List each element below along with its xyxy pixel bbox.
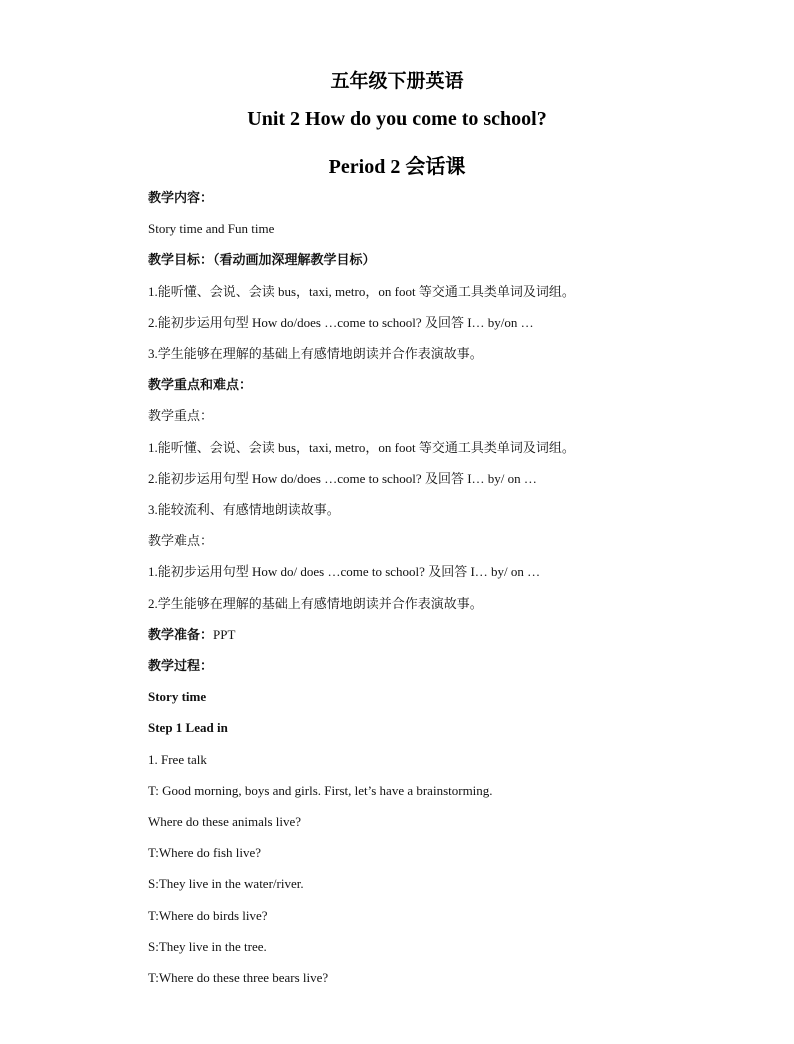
dialogue-line: Where do these animals live?	[148, 814, 302, 829]
story-time-heading: Story time	[148, 689, 207, 704]
dialogue-line: T:Where do these three bears live?	[148, 970, 329, 985]
dialogue-line: S:They live in the tree.	[148, 939, 267, 954]
dialogue-line: S:They live in the water/river.	[148, 876, 304, 891]
subheading-key-points: 教学重点：	[148, 408, 214, 423]
key-point-item: 3.能较流利、有感情地朗读故事。	[148, 502, 340, 517]
key-point-item: 2.能初步运用句型 How do/does …come to school? 及回答 I… by/ on …	[148, 471, 537, 486]
objective-item: 1.能听懂、会说、会读 bus，taxi, metro，on foot 等交通工具类单词及词组。	[148, 284, 575, 299]
preparation-value: PPT	[213, 627, 236, 642]
content-text: Story time and Fun time	[148, 221, 275, 236]
section-heading-procedure: 教学过程：	[148, 658, 214, 673]
difficulty-item: 1.能初步运用句型 How do/ does …come to school? 及回答 I… by/ on …	[148, 564, 541, 579]
difficulty-item: 2.学生能够在理解的基础上有感情地朗读并合作表演故事。	[148, 596, 483, 611]
unit-title: Unit 2 How do you come to school?	[247, 108, 547, 130]
dialogue-line: T:Where do birds live?	[148, 908, 268, 923]
objective-item: 3.学生能够在理解的基础上有感情地朗读并合作表演故事。	[148, 346, 483, 361]
free-talk-label: 1. Free talk	[148, 752, 207, 767]
dialogue-line: T: Good morning, boys and girls. First, let’s have a brainstorming.	[148, 783, 493, 798]
document-title: 五年级下册英语	[330, 71, 464, 92]
key-point-item: 1.能听懂、会说、会读 bus，taxi, metro，on foot 等交通工具类单词及词组。	[148, 440, 575, 455]
objective-item: 2.能初步运用句型 How do/does …come to school? 及回答 I… by/on …	[148, 315, 534, 330]
subheading-difficulties: 教学难点：	[148, 533, 214, 548]
period-title: Period 2 会话课	[328, 156, 466, 178]
step-heading: Step 1 Lead in	[148, 720, 228, 735]
section-heading-objectives: 教学目标：（看动画加深理解教学目标）	[148, 252, 376, 267]
dialogue-line: T:Where do fish live?	[148, 845, 262, 860]
section-heading-key-points: 教学重点和难点：	[148, 377, 253, 392]
section-heading-preparation	[148, 627, 235, 643]
section-heading-content: 教学内容：	[148, 190, 214, 205]
preparation-label: 教学准备：	[148, 627, 214, 642]
